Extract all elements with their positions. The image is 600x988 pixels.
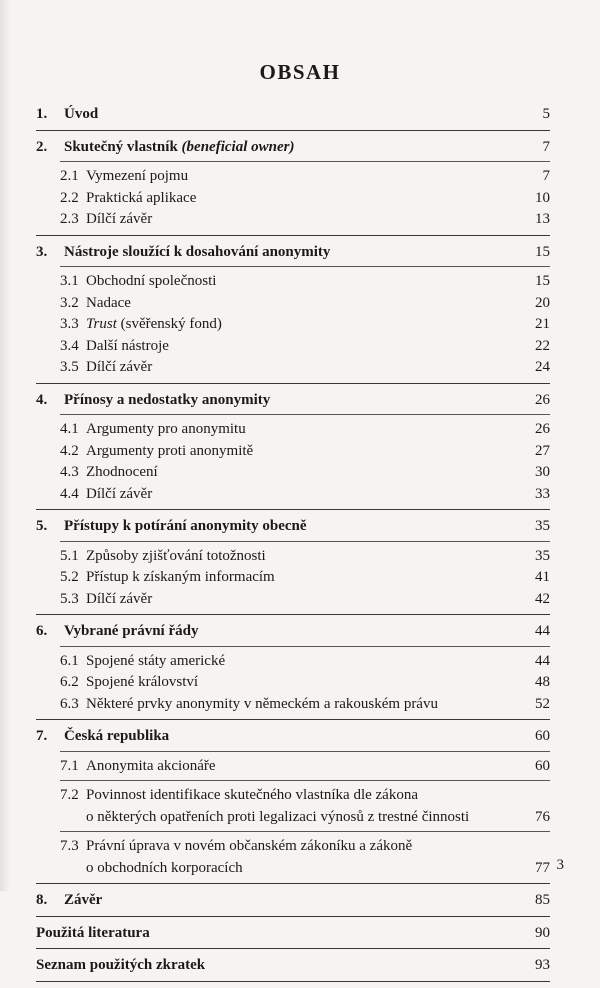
entry-number: 5.: [36, 518, 48, 534]
entry-number: 7.3: [60, 838, 79, 854]
entry-page: 44: [535, 623, 550, 639]
entry-page: 60: [535, 757, 550, 774]
toc-entry-4: [36, 390, 550, 412]
entry-number: 4.4: [60, 485, 79, 502]
entry-page: 41: [535, 569, 550, 585]
entry-number: 5.2: [60, 569, 79, 585]
section-divider: [36, 981, 550, 982]
entry-page: 44: [535, 652, 550, 669]
entry-number: 3.4: [60, 337, 79, 354]
subsection-divider: [60, 161, 550, 162]
entry-number: 4.3: [60, 464, 79, 480]
entry-label: Anonymita akcionáře: [86, 757, 216, 774]
toc-entry-3-1: [36, 271, 550, 293]
entry-number: 6.1: [60, 652, 79, 669]
toc-entry-7-3: [36, 836, 550, 858]
entry-number: 1.: [36, 106, 48, 122]
entry-label-continuation: o některých opatřeních proti legalizaci výnosů z trestné činnosti: [86, 808, 470, 825]
entry-label: Povinnost identifikace skutečného vlastníka dle zákona: [86, 787, 418, 803]
entry-label: Přístup k získaným informacím: [86, 569, 275, 585]
entry-page: 26: [535, 421, 550, 437]
entry-number: 4.: [36, 391, 48, 408]
entry-page: 10: [535, 189, 550, 206]
toc-entry-2-2: [36, 188, 550, 210]
toc-entry-2-3: [36, 209, 550, 231]
entry-number: 5.3: [60, 590, 79, 607]
toc-entry-7-2-cont: [36, 807, 550, 829]
toc-entry-2-1: [36, 166, 550, 188]
entry-label: Dílčí závěr: [86, 485, 153, 502]
entry-number: 6.2: [60, 674, 79, 690]
toc-entry-3-4: [36, 336, 550, 358]
section-divider: [36, 719, 550, 720]
entry-label: Česká republika: [64, 728, 170, 744]
section-divider: [36, 130, 550, 131]
entry-label: Skutečný vlastník: [64, 138, 178, 155]
entry-label: Přínosy a nedostatky anonymity: [64, 391, 271, 408]
toc-entry-5-2: [36, 567, 550, 589]
section-divider: [36, 509, 550, 510]
section-divider: [36, 916, 550, 917]
entry-page: 60: [535, 728, 550, 744]
toc-entry-4-4: [36, 484, 550, 506]
toc-entry-8: [36, 890, 550, 912]
toc-entry-6-2: [36, 672, 550, 694]
entry-number: 2.3: [60, 211, 79, 227]
entry-page: 42: [535, 590, 550, 607]
section-divider: [36, 948, 550, 949]
entry-page: 93: [535, 957, 550, 973]
entry-label-italic: Trust: [86, 316, 117, 332]
subsection-divider: [60, 266, 550, 267]
entry-page: 85: [535, 892, 550, 908]
toc-entry-bibliography: [36, 923, 550, 945]
section-divider: [36, 235, 550, 236]
entry-number: 7.: [36, 728, 48, 744]
entry-page: 52: [535, 695, 550, 712]
entry-page: 90: [535, 924, 550, 941]
subsection-divider: [60, 831, 550, 832]
subsection-divider: [60, 751, 550, 752]
entry-page: 48: [535, 674, 550, 690]
entry-number: 6.: [36, 623, 48, 639]
entry-label: Závěr: [64, 892, 103, 908]
entry-page: 33: [535, 485, 550, 502]
entry-number: 3.5: [60, 359, 79, 375]
entry-page: 77: [535, 859, 550, 876]
toc-entry-6-3: [36, 694, 550, 716]
entry-number: 3.3: [60, 316, 79, 332]
entry-number: 2.1: [60, 168, 79, 184]
entry-number: 3.2: [60, 294, 79, 311]
entry-number: 2.: [36, 138, 48, 155]
toc-entry-3-2: [36, 293, 550, 315]
entry-number: 6.3: [60, 695, 79, 712]
toc-entry-7-3-cont: [36, 858, 550, 880]
entry-number: 2.2: [60, 189, 79, 206]
section-divider: [36, 883, 550, 884]
subsection-divider: [60, 646, 550, 647]
entry-label: Úvod: [64, 106, 99, 122]
entry-label: (svěřenský fond): [116, 316, 222, 332]
toc-entry-abbreviations: [36, 955, 550, 977]
entry-label: Dílčí závěr: [86, 211, 153, 227]
toc-entry-5: [36, 516, 550, 538]
entry-label: Argumenty proti anonymitě: [86, 442, 254, 459]
entry-number: 4.2: [60, 442, 79, 459]
entry-label: Přístupy k potírání anonymity obecně: [64, 518, 307, 534]
entry-page: 35: [535, 518, 550, 534]
toc-entry-4-3: [36, 462, 550, 484]
entry-page: 35: [535, 547, 550, 564]
entry-page: 13: [535, 211, 550, 227]
entry-label: Nadace: [86, 294, 131, 311]
entry-number: 7.1: [60, 757, 79, 774]
entry-label: Některé prvky anonymity v německém a rakouském právu: [86, 695, 438, 712]
entry-number: 5.1: [60, 547, 79, 564]
entry-label: Praktická aplikace: [86, 189, 197, 206]
entry-label: Právní úprava v novém občanském zákoníku a zákoně: [86, 838, 413, 854]
entry-page: 21: [535, 316, 550, 332]
toc-entry-5-1: [36, 546, 550, 568]
entry-label: Nástroje sloužící k dosahování anonymity: [64, 243, 331, 260]
entry-label-continuation: o obchodních korporacích: [86, 859, 243, 876]
entry-label: Vybrané právní řády: [64, 623, 199, 639]
entry-number: 7.2: [60, 787, 79, 803]
toc-entry-6-1: [36, 651, 550, 673]
entry-page: 15: [535, 243, 550, 260]
entry-label: Způsoby zjišťování totožnosti: [86, 547, 266, 564]
toc-entry-3-3: [36, 314, 550, 336]
toc-entry-1: [36, 104, 550, 126]
page-number: 3: [556, 857, 564, 873]
entry-label: Seznam použitých zkratek: [36, 957, 206, 973]
section-divider: [36, 614, 550, 615]
entry-label: Spojené království: [86, 674, 199, 690]
toc-entry-4-1: [36, 419, 550, 441]
toc-entry-7-2: [36, 785, 550, 807]
toc-entry-3-5: [36, 357, 550, 379]
subsection-divider: [60, 541, 550, 542]
entry-number: 8.: [36, 892, 48, 908]
entry-label: Další nástroje: [86, 337, 169, 354]
entry-number: 3.: [36, 243, 48, 260]
section-divider: [36, 383, 550, 384]
entry-page: 76: [535, 808, 550, 825]
entry-number: 3.1: [60, 273, 79, 289]
toc-entry-6: [36, 621, 550, 643]
entry-number: 4.1: [60, 421, 79, 437]
entry-label-italic: (beneficial owner): [181, 138, 295, 155]
entry-label: Použitá literatura: [36, 924, 150, 941]
toc-entry-7-1: [36, 756, 550, 778]
entry-page: 24: [535, 359, 550, 375]
entry-label: Spojené státy americké: [86, 652, 226, 669]
entry-label: Zhodnocení: [86, 464, 158, 480]
entry-page: 30: [535, 464, 550, 480]
entry-label: Obchodní společnosti: [86, 273, 217, 289]
entry-label: Dílčí závěr: [86, 359, 153, 375]
entry-page: 22: [535, 337, 550, 354]
page-title: OBSAH: [259, 60, 341, 84]
entry-page: 26: [535, 391, 550, 408]
subsection-divider: [60, 780, 550, 781]
entry-label: Dílčí závěr: [86, 590, 153, 607]
entry-page: 15: [535, 273, 550, 289]
toc-entry-2: [36, 137, 550, 159]
entry-page: 7: [542, 138, 550, 155]
page-edge-shadow: [0, 0, 10, 891]
toc-entry-3: [36, 242, 550, 264]
table-of-contents: [36, 104, 550, 988]
entry-page: 7: [542, 168, 550, 184]
toc-entry-5-3: [36, 589, 550, 611]
entry-label: Argumenty pro anonymitu: [86, 421, 246, 437]
subsection-divider: [60, 414, 550, 415]
entry-page: 27: [535, 442, 550, 459]
entry-page: 5: [542, 106, 550, 122]
entry-label: Vymezení pojmu: [86, 168, 189, 184]
entry-page: 20: [535, 294, 550, 311]
toc-entry-4-2: [36, 441, 550, 463]
toc-entry-7: [36, 726, 550, 748]
